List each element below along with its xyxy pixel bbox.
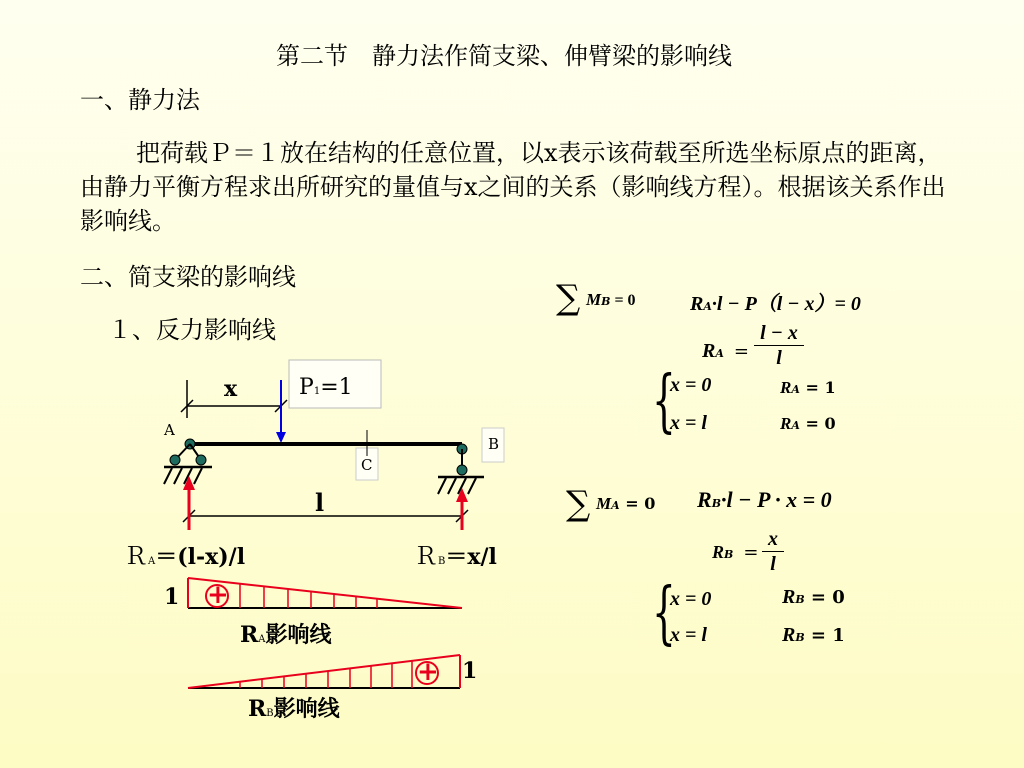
ra-sol-eq: = [733, 341, 749, 362]
paragraph-text: 把荷载Ｐ＝１放在结构的任意位置，以x表示该荷载至所选坐标原点的距离，由静力平衡方程求出所研究的量值与x之间的关系（影响线方程）。根据该关系作出影响线。 [80, 139, 946, 235]
rb-line-r: R [248, 696, 267, 722]
sum-symbol-1: ∑ [556, 278, 581, 318]
moment-b-eq [586, 290, 636, 310]
c1-r1-r: R [780, 378, 792, 397]
ra-frac-num: l − x [760, 322, 798, 344]
load-label [299, 375, 353, 400]
support-b-roller [438, 444, 484, 494]
case1-ra1 [780, 378, 836, 398]
ra-fraction [754, 322, 804, 369]
sum-symbol-2: ∑ [566, 484, 591, 524]
rb-plus-sign: + [417, 657, 439, 687]
reaction-b-arrowhead [456, 488, 468, 502]
rb-solution [712, 542, 758, 563]
load-eq: =1 [320, 375, 353, 400]
section-c-label: C [361, 456, 373, 474]
ra-eq: ＝(l-x)/l [155, 544, 246, 570]
c2-r2-r: R [782, 624, 796, 646]
ma-eq: = 0 [619, 494, 656, 513]
c1-r2-r: R [780, 414, 792, 433]
e1-rest: ·l − P（l − x）= 0 [711, 293, 861, 315]
e1-sub: A [703, 300, 712, 313]
case2-rb1 [782, 624, 845, 647]
case-brace-2: { [652, 574, 676, 653]
case2-xl: x = l [670, 624, 707, 646]
rb-line-sub: B [266, 708, 274, 719]
mb-eq: = 0 [610, 292, 636, 309]
rb-frac-den: l [770, 553, 776, 575]
e2-rest: ·l − P · x = 0 [721, 487, 832, 512]
case1-ra0 [780, 414, 836, 434]
rb-sol-eq: = [743, 542, 759, 563]
c2-r1-r: R [782, 586, 796, 608]
section-heading-2: 二、简支梁的影响线 [80, 263, 296, 291]
support-b-label: B [488, 435, 500, 453]
rb-sub: B [438, 556, 446, 567]
rb-line-text: 影响线 [273, 696, 340, 722]
ra-line-text: 影响线 [265, 622, 332, 648]
case1-xl: x = l [670, 412, 707, 434]
ra-r: Ｒ [124, 542, 148, 570]
equilibrium-eq-1 [690, 287, 861, 316]
moment-a-eq [596, 494, 655, 514]
section-heading-1: 一、静力法 [80, 86, 200, 114]
rb-formula [414, 536, 497, 571]
e1-r: R [690, 293, 704, 315]
load-p: P [299, 375, 314, 400]
mb-m: M [586, 290, 602, 309]
l-label: l [315, 488, 325, 517]
rb-r: Ｒ [414, 542, 438, 570]
mb-sub: B [601, 295, 611, 308]
e2-r: R [697, 487, 712, 512]
ra-line-sub: A [258, 634, 266, 645]
subsection-heading: １、反力影响线 [108, 316, 276, 344]
x-label: x [224, 376, 238, 402]
page-title: 第二节 静力法作简支梁、伸臂梁的影响线 [276, 42, 732, 70]
e2-sub: B [711, 497, 721, 510]
rb-ordinate-label: 1 [462, 658, 478, 684]
ra-sol-sub: A [715, 347, 724, 360]
case-brace-1: { [652, 362, 676, 441]
c1-r2-sub: A [791, 419, 800, 432]
rb-fraction [762, 528, 784, 575]
load-sub: 1 [313, 386, 321, 397]
c1-r2-v: = 0 [799, 414, 836, 433]
ra-sol-r: R [702, 340, 716, 362]
ra-line-r: R [240, 622, 259, 648]
rb-sol-r: R [712, 542, 725, 562]
ra-frac-den: l [776, 347, 782, 369]
c2-r1-v: = 0 [804, 587, 845, 608]
c2-r2-sub: B [795, 631, 805, 644]
ra-influence-line [188, 578, 462, 608]
ma-m: M [596, 494, 612, 513]
case1-x0: x = 0 [670, 374, 712, 396]
c1-r1-sub: A [791, 383, 800, 396]
ra-formula [124, 536, 245, 571]
rb-sol-sub: B [724, 548, 734, 561]
ra-ordinate-label: 1 [164, 584, 180, 610]
ra-sub: A [148, 556, 156, 567]
c1-r1-v: = 1 [799, 378, 836, 397]
rb-frac-num: x [768, 528, 778, 550]
ra-line-caption [240, 618, 332, 649]
rb-eq: ＝x/l [445, 544, 497, 570]
rb-line-caption [248, 692, 340, 723]
support-a-label: A [164, 421, 175, 439]
ra-solution [702, 340, 749, 363]
case2-rb0 [782, 586, 845, 609]
c2-r1-sub: B [795, 593, 805, 606]
load-arrowhead [276, 432, 286, 443]
ma-sub: A [611, 499, 620, 512]
ra-plus-sign: + [207, 580, 229, 610]
equilibrium-eq-2 [697, 487, 832, 513]
c2-r2-v: = 1 [804, 625, 845, 646]
case2-x0: x = 0 [670, 588, 712, 610]
